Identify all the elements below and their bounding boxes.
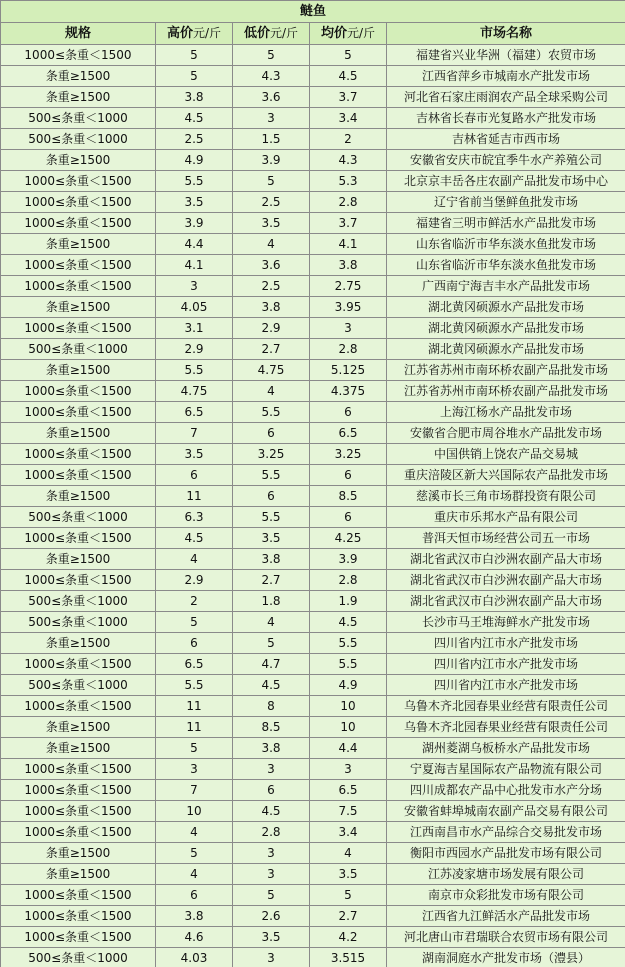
cell-market: 宁夏海吉星国际农产品物流有限公司 [387,759,625,780]
cell-spec: 1000≤条重＜1500 [1,276,156,297]
cell-high-price: 4.9 [156,150,233,171]
cell-high-price: 4.75 [156,381,233,402]
cell-market: 中国供销上饶农产品交易城 [387,444,625,465]
cell-spec: 1000≤条重＜1500 [1,885,156,906]
cell-market: 湖北黄冈硕源水产品批发市场 [387,339,625,360]
cell-avg-price: 5 [310,45,387,66]
table-row [1,738,625,759]
cell-high-price: 4.5 [156,528,233,549]
table-row [1,822,625,843]
cell-high-price: 4.03 [156,948,233,967]
cell-market: 重庆涪陵区新大兴国际农产品批发市场 [387,465,625,486]
cell-high-price: 11 [156,717,233,738]
table-row [1,171,625,192]
cell-spec: 1000≤条重＜1500 [1,381,156,402]
cell-high-price: 7 [156,423,233,444]
cell-spec: 条重≥1500 [1,486,156,507]
cell-market: 湖南洞庭水产批发市场（澧县） [387,948,625,967]
cell-spec: 条重≥1500 [1,234,156,255]
table-row [1,633,625,654]
cell-spec: 1000≤条重＜1500 [1,171,156,192]
table-row [1,591,625,612]
header-row [1,23,625,45]
cell-high-price: 5 [156,66,233,87]
table-row [1,444,625,465]
cell-market: 山东省临沂市华东淡水鱼批发市场 [387,234,625,255]
cell-spec: 条重≥1500 [1,633,156,654]
cell-avg-price: 5.5 [310,654,387,675]
cell-market: 衡阳市西园水产品批发市场有限公司 [387,843,625,864]
cell-avg-price: 5 [310,885,387,906]
table-row [1,948,625,967]
cell-low-price: 3.5 [233,528,310,549]
cell-low-price: 3 [233,108,310,129]
cell-avg-price: 3.95 [310,297,387,318]
cell-spec: 500≤条重＜1000 [1,507,156,528]
table-row [1,570,625,591]
cell-low-price: 6 [233,423,310,444]
cell-spec: 条重≥1500 [1,360,156,381]
cell-high-price: 3.9 [156,213,233,234]
cell-avg-price: 6.5 [310,780,387,801]
header-high-label: 高价 [166,26,193,41]
cell-spec: 1000≤条重＜1500 [1,192,156,213]
cell-market: 吉林省长春市光复路水产批发市场 [387,108,625,129]
cell-low-price: 3.25 [233,444,310,465]
cell-market: 南京市众彩批发市场有限公司 [387,885,625,906]
cell-low-price: 1.5 [233,129,310,150]
table-row [1,108,625,129]
cell-market: 乌鲁木齐北园春果业经营有限责任公司 [387,717,625,738]
cell-low-price: 3.9 [233,150,310,171]
cell-high-price: 3.8 [156,87,233,108]
cell-high-price: 4 [156,549,233,570]
cell-low-price: 6 [233,486,310,507]
cell-high-price: 7 [156,780,233,801]
cell-spec: 500≤条重＜1000 [1,129,156,150]
cell-avg-price: 4.1 [310,234,387,255]
cell-spec: 1000≤条重＜1500 [1,654,156,675]
cell-high-price: 4 [156,822,233,843]
table-row [1,360,625,381]
cell-spec: 1000≤条重＜1500 [1,402,156,423]
cell-market: 重庆市乐邦水产品有限公司 [387,507,625,528]
cell-low-price: 2.9 [233,318,310,339]
cell-low-price: 4.3 [233,66,310,87]
cell-avg-price: 3.7 [310,87,387,108]
table-row [1,612,625,633]
cell-low-price: 6 [233,780,310,801]
cell-low-price: 5 [233,633,310,654]
table-row [1,717,625,738]
cell-spec: 500≤条重＜1000 [1,612,156,633]
cell-market: 江苏凌家塘市场发展有限公司 [387,864,625,885]
cell-market: 乌鲁木齐北园春果业经营有限责任公司 [387,696,625,717]
cell-spec: 1000≤条重＜1500 [1,759,156,780]
cell-avg-price: 6.5 [310,423,387,444]
cell-high-price: 6 [156,465,233,486]
cell-market: 普洱天恒市场经营公司五一市场 [387,528,625,549]
cell-avg-price: 3 [310,318,387,339]
cell-low-price: 4.75 [233,360,310,381]
cell-avg-price: 3.515 [310,948,387,967]
table-row [1,759,625,780]
header-market: 市场名称 [387,23,625,45]
cell-high-price: 2.9 [156,339,233,360]
header-avg-label: 均价 [320,26,347,41]
cell-avg-price: 5.5 [310,633,387,654]
table-row [1,549,625,570]
table-row [1,486,625,507]
cell-low-price: 4.5 [233,801,310,822]
cell-market: 慈溪市长三角市场群投资有限公司 [387,486,625,507]
cell-low-price: 3.8 [233,738,310,759]
cell-market: 山东省临沂市华东淡水鱼批发市场 [387,255,625,276]
cell-market: 四川成都农产品中心批发市水产分场 [387,780,625,801]
cell-avg-price: 3 [310,759,387,780]
header-low-price [233,23,310,45]
table-row [1,276,625,297]
cell-avg-price: 4.4 [310,738,387,759]
cell-spec: 500≤条重＜1000 [1,591,156,612]
cell-spec: 条重≥1500 [1,843,156,864]
cell-high-price: 5.5 [156,171,233,192]
cell-market: 江西省九江鲜活水产品批发市场 [387,906,625,927]
table-row [1,465,625,486]
cell-low-price: 3.8 [233,549,310,570]
cell-low-price: 2.7 [233,570,310,591]
cell-avg-price: 6 [310,507,387,528]
cell-spec: 1000≤条重＜1500 [1,822,156,843]
cell-avg-price: 2.8 [310,570,387,591]
cell-market: 河北省石家庄雨润农产品全球采购公司 [387,87,625,108]
cell-avg-price: 7.5 [310,801,387,822]
cell-spec: 500≤条重＜1000 [1,339,156,360]
cell-high-price: 5.5 [156,675,233,696]
table-row [1,318,625,339]
cell-high-price: 11 [156,696,233,717]
cell-spec: 1000≤条重＜1500 [1,465,156,486]
cell-high-price: 10 [156,801,233,822]
cell-low-price: 4 [233,381,310,402]
cell-low-price: 2.8 [233,822,310,843]
table-row [1,864,625,885]
cell-high-price: 3 [156,759,233,780]
cell-low-price: 2.7 [233,339,310,360]
cell-high-price: 5 [156,738,233,759]
cell-high-price: 11 [156,486,233,507]
cell-avg-price: 8.5 [310,486,387,507]
cell-avg-price: 3.7 [310,213,387,234]
cell-high-price: 4.6 [156,927,233,948]
cell-market: 辽宁省前当堡鲜鱼批发市场 [387,192,625,213]
cell-low-price: 1.8 [233,591,310,612]
cell-market: 河北唐山市君瑞联合农贸市场有限公司 [387,927,625,948]
cell-avg-price: 2.75 [310,276,387,297]
table-row [1,780,625,801]
cell-low-price: 5 [233,171,310,192]
cell-avg-price: 6 [310,465,387,486]
cell-low-price: 3 [233,864,310,885]
cell-avg-price: 4 [310,843,387,864]
cell-high-price: 5 [156,843,233,864]
cell-spec: 1000≤条重＜1500 [1,570,156,591]
cell-avg-price: 4.25 [310,528,387,549]
cell-low-price: 5 [233,885,310,906]
cell-low-price: 3 [233,948,310,967]
cell-spec: 条重≥1500 [1,297,156,318]
header-high-unit: 元/斤 [192,26,222,40]
cell-low-price: 3 [233,843,310,864]
cell-avg-price: 5.3 [310,171,387,192]
cell-low-price: 2.6 [233,906,310,927]
table-row [1,129,625,150]
table-row [1,654,625,675]
cell-avg-price: 6 [310,402,387,423]
table-row [1,843,625,864]
cell-avg-price: 4.2 [310,927,387,948]
table-row [1,339,625,360]
cell-avg-price: 4.3 [310,150,387,171]
cell-avg-price: 3.5 [310,864,387,885]
cell-spec: 500≤条重＜1000 [1,948,156,967]
cell-low-price: 5.5 [233,402,310,423]
cell-high-price: 2.9 [156,570,233,591]
table-row [1,696,625,717]
table-row [1,255,625,276]
table-row [1,213,625,234]
table-row [1,507,625,528]
cell-spec: 条重≥1500 [1,717,156,738]
cell-avg-price: 1.9 [310,591,387,612]
cell-spec: 条重≥1500 [1,549,156,570]
cell-market: 湖北省武汉市白沙洲农副产品大市场 [387,591,625,612]
cell-avg-price: 4.5 [310,66,387,87]
table-row [1,192,625,213]
cell-market: 上海江杨水产品批发市场 [387,402,625,423]
table-row [1,234,625,255]
header-avg-price [310,23,387,45]
cell-high-price: 5 [156,45,233,66]
cell-avg-price: 3.9 [310,549,387,570]
cell-high-price: 6 [156,885,233,906]
cell-spec: 1000≤条重＜1500 [1,696,156,717]
cell-spec: 500≤条重＜1000 [1,675,156,696]
table-row [1,927,625,948]
cell-low-price: 2.5 [233,276,310,297]
table-row [1,906,625,927]
cell-high-price: 6.5 [156,654,233,675]
cell-avg-price: 2.8 [310,339,387,360]
cell-market: 湖北省武汉市白沙洲农副产品大市场 [387,549,625,570]
cell-spec: 1000≤条重＜1500 [1,213,156,234]
cell-market: 湖北省武汉市白沙洲农副产品大市场 [387,570,625,591]
cell-high-price: 4.05 [156,297,233,318]
cell-spec: 条重≥1500 [1,150,156,171]
cell-market: 湖州菱湖乌板桥水产品批发市场 [387,738,625,759]
cell-spec: 1000≤条重＜1500 [1,801,156,822]
cell-low-price: 3.6 [233,255,310,276]
cell-market: 四川省内江市水产批发市场 [387,654,625,675]
header-low-unit: 元/斤 [269,26,299,40]
cell-high-price: 6.5 [156,402,233,423]
cell-low-price: 2.5 [233,192,310,213]
cell-low-price: 5 [233,45,310,66]
cell-market: 江西省萍乡市城南水产批发市场 [387,66,625,87]
cell-market: 湖北黄冈硕源水产品批发市场 [387,297,625,318]
cell-high-price: 2 [156,591,233,612]
cell-avg-price: 10 [310,696,387,717]
cell-avg-price: 2.8 [310,192,387,213]
cell-avg-price: 3.4 [310,822,387,843]
cell-low-price: 4 [233,234,310,255]
cell-high-price: 3.5 [156,192,233,213]
cell-market: 北京京丰岳各庄农副产品批发市场中心 [387,171,625,192]
table-row [1,885,625,906]
cell-low-price: 3.6 [233,87,310,108]
cell-market: 广西南宁海吉丰水产品批发市场 [387,276,625,297]
cell-high-price: 2.5 [156,129,233,150]
cell-spec: 条重≥1500 [1,423,156,444]
cell-low-price: 8 [233,696,310,717]
cell-low-price: 4 [233,612,310,633]
cell-high-price: 6.3 [156,507,233,528]
cell-avg-price: 4.5 [310,612,387,633]
cell-avg-price: 10 [310,717,387,738]
cell-avg-price: 5.125 [310,360,387,381]
cell-market: 四川省内江市水产批发市场 [387,675,625,696]
cell-spec: 1000≤条重＜1500 [1,444,156,465]
cell-avg-price: 3.4 [310,108,387,129]
header-low-label: 低价 [243,26,270,41]
cell-market: 长沙市马王堆海鲜水产批发市场 [387,612,625,633]
cell-avg-price: 4.9 [310,675,387,696]
cell-low-price: 4.7 [233,654,310,675]
cell-spec: 条重≥1500 [1,864,156,885]
header-high-price [156,23,233,45]
cell-spec: 条重≥1500 [1,66,156,87]
table-row [1,675,625,696]
cell-high-price: 5 [156,612,233,633]
cell-high-price: 3 [156,276,233,297]
cell-spec: 1000≤条重＜1500 [1,906,156,927]
cell-market: 安徽省蚌埠城南农副产品交易有限公司 [387,801,625,822]
cell-high-price: 5.5 [156,360,233,381]
header-spec: 规格 [1,23,156,45]
cell-market: 福建省兴业华洲（福建）农贸市场 [387,45,625,66]
cell-market: 安徽省安庆市皖宜季牛水产养殖公司 [387,150,625,171]
cell-high-price: 3.5 [156,444,233,465]
cell-avg-price: 3.25 [310,444,387,465]
cell-spec: 500≤条重＜1000 [1,108,156,129]
table-body [1,45,625,967]
table-row [1,423,625,444]
cell-low-price: 5.5 [233,507,310,528]
cell-avg-price: 2.7 [310,906,387,927]
table-row [1,801,625,822]
table-row [1,381,625,402]
cell-spec: 1000≤条重＜1500 [1,528,156,549]
table-title: 鲢鱼 [1,1,625,23]
cell-low-price: 3.5 [233,927,310,948]
cell-market: 四川省内江市水产批发市场 [387,633,625,654]
cell-spec: 条重≥1500 [1,738,156,759]
cell-high-price: 4 [156,864,233,885]
cell-spec: 1000≤条重＜1500 [1,780,156,801]
cell-high-price: 4.5 [156,108,233,129]
table-row [1,297,625,318]
cell-market: 江苏省苏州市南环桥农副产品批发市场 [387,360,625,381]
table-row [1,66,625,87]
table-row [1,87,625,108]
cell-low-price: 5.5 [233,465,310,486]
cell-market: 湖北黄冈硕源水产品批发市场 [387,318,625,339]
cell-market: 福建省三明市鲜活水产品批发市场 [387,213,625,234]
cell-high-price: 4.1 [156,255,233,276]
table-row [1,528,625,549]
cell-avg-price: 3.8 [310,255,387,276]
cell-spec: 1000≤条重＜1500 [1,318,156,339]
cell-spec: 条重≥1500 [1,87,156,108]
table-row [1,150,625,171]
cell-market: 江苏省苏州市南环桥农副产品批发市场 [387,381,625,402]
cell-spec: 1000≤条重＜1500 [1,255,156,276]
cell-market: 江西南昌市水产品综合交易批发市场 [387,822,625,843]
cell-low-price: 3 [233,759,310,780]
cell-high-price: 3.1 [156,318,233,339]
cell-low-price: 8.5 [233,717,310,738]
table-row [1,402,625,423]
cell-avg-price: 4.375 [310,381,387,402]
table-row [1,45,625,66]
cell-low-price: 4.5 [233,675,310,696]
cell-market: 安徽省合肥市周谷堆水产品批发市场 [387,423,625,444]
cell-low-price: 3.5 [233,213,310,234]
cell-spec: 1000≤条重＜1500 [1,45,156,66]
cell-spec: 1000≤条重＜1500 [1,927,156,948]
cell-avg-price: 2 [310,129,387,150]
cell-high-price: 6 [156,633,233,654]
cell-low-price: 3.8 [233,297,310,318]
header-avg-unit: 元/斤 [346,26,376,40]
cell-high-price: 4.4 [156,234,233,255]
cell-high-price: 3.8 [156,906,233,927]
cell-market: 吉林省延吉市西市场 [387,129,625,150]
